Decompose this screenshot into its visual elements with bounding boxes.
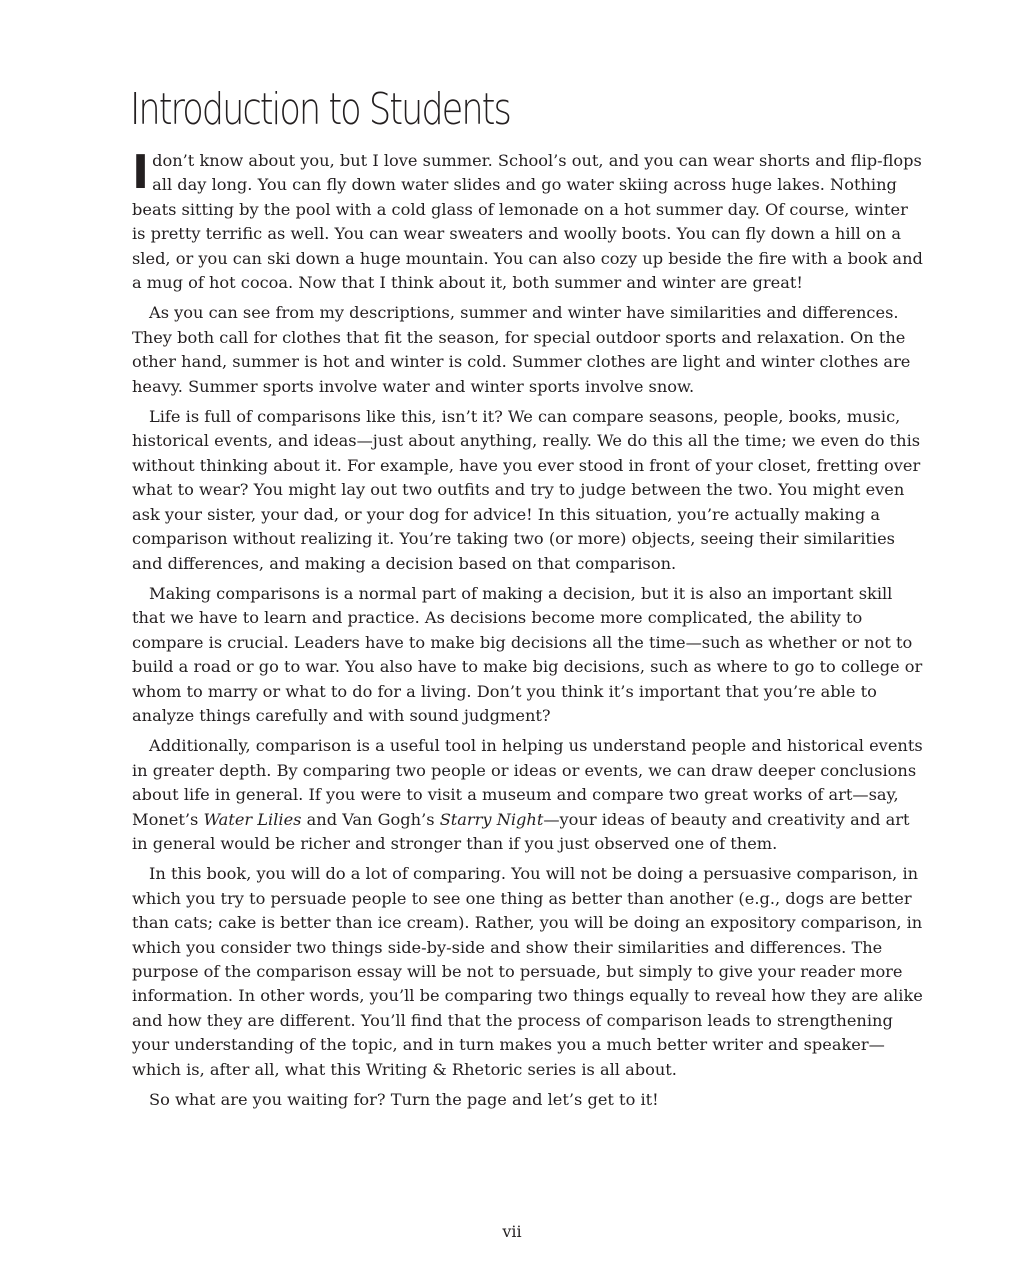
paragraph-text: don’t know about you, but I love summer. School’s out, and you can wear shorts and flip-flops all day long. You can fly down water slides and go water skiing across huge lakes. Nothing beats sitting by the pool with a cold glass of lemonade on a hot summer day. Of course, winter is pretty terrific as well. You can wear sweaters and woolly boots. You can fly down a hill on a sled, or you can ski down a huge mountain. You can also cozy up beside the fire with a book and a mug of hot cocoa. Now that I think about it, both summer and winter are great! [132, 151, 923, 293]
paragraph-text: As you can see from my descriptions, summer and winter have similarities and differences. They both call for clothes that fit the season, for special outdoor sports and relaxation. On the other hand, summer is hot and winter is cold. Summer clothes are light and winter clothes are heavy. Summer sports involve water and winter sports involve snow. [132, 303, 911, 396]
paragraph-text: Additionally, comparison is a useful tool in helping us understand people and historical events in greater depth. By comparing two people or ideas or events, we can draw deeper conclusions about life in general. If you were to visit a museum and compare two great works of art—say, Monet’s [132, 736, 923, 829]
italic-title-text: Water Lilies [203, 809, 302, 829]
paragraph-text: Life is full of comparisons like this, isn’t it? We can compare seasons, people, books, music, historical events, and ideas—just about anything, really. We do this all the time; we even do this without thinking about it. For example, have you ever stood in front of your closet, fretting over what to wear? You might lay out two outfits and try to judge between the two. You might even ask your sister, your dad, or your dog for advice! In this situation, you’re actually making a comparison without realizing it. You’re taking two (or more) objects, seeing their similarities and differences, and making a decision based on that comparison. [132, 407, 921, 573]
body-text [132, 145, 926, 1118]
paragraph [132, 734, 926, 856]
paragraph [132, 1088, 926, 1112]
paragraph-text: Making comparisons is a normal part of making a decision, but it is also an important skill that we have to learn and practice. As decisions become more complicated, the ability to compare is crucial. Leaders have to make big decisions all the time—such as whether or not to build a road or go to war. You also have to make big decisions, such as where to go to college or whom to marry or what to do for a living. Don’t you think it’s important that you’re able to analyze things carefully and with sound judgment? [132, 583, 923, 725]
paragraph [132, 405, 926, 576]
paragraph-text: So what are you waiting for? Turn the page and let’s get to it! [149, 1090, 659, 1110]
paragraph [132, 862, 926, 1082]
paragraph-text: In this book, you will do a lot of comparing. You will not be doing a persuasive comparison, in which you try to persuade people to see one thing as better than another (e.g., dogs are better than cats; cake is better than ice cream). Rather, you will be doing an expository comparison, in which you consider two things side-by-side and show their similarities and differences. The purpose of the comparison essay will be not to persuade, but simply to give your reader more information. In other words, you’ll be comparing two things equally to reveal how they are alike and how they are different. You’ll find that the process of comparison leads to strengthening your understanding of the topic, and in turn makes you a much better writer and speaker—which is, after all, what this Writing & Rhetoric series is all about. [132, 864, 923, 1079]
paragraph [132, 582, 926, 728]
italic-title-text: Starry Night [439, 809, 544, 829]
paragraph [132, 301, 926, 399]
page-title: Introduction to Students [130, 84, 510, 135]
paragraph-text: —your ideas of beauty and creativity and art in general would be richer and stronger than if you just observed one of them. [132, 809, 910, 853]
page-number: vii [502, 1222, 522, 1241]
drop-cap: I [132, 145, 150, 199]
paragraph-text: and Van Gogh’s [301, 809, 440, 829]
paragraph [132, 145, 926, 295]
